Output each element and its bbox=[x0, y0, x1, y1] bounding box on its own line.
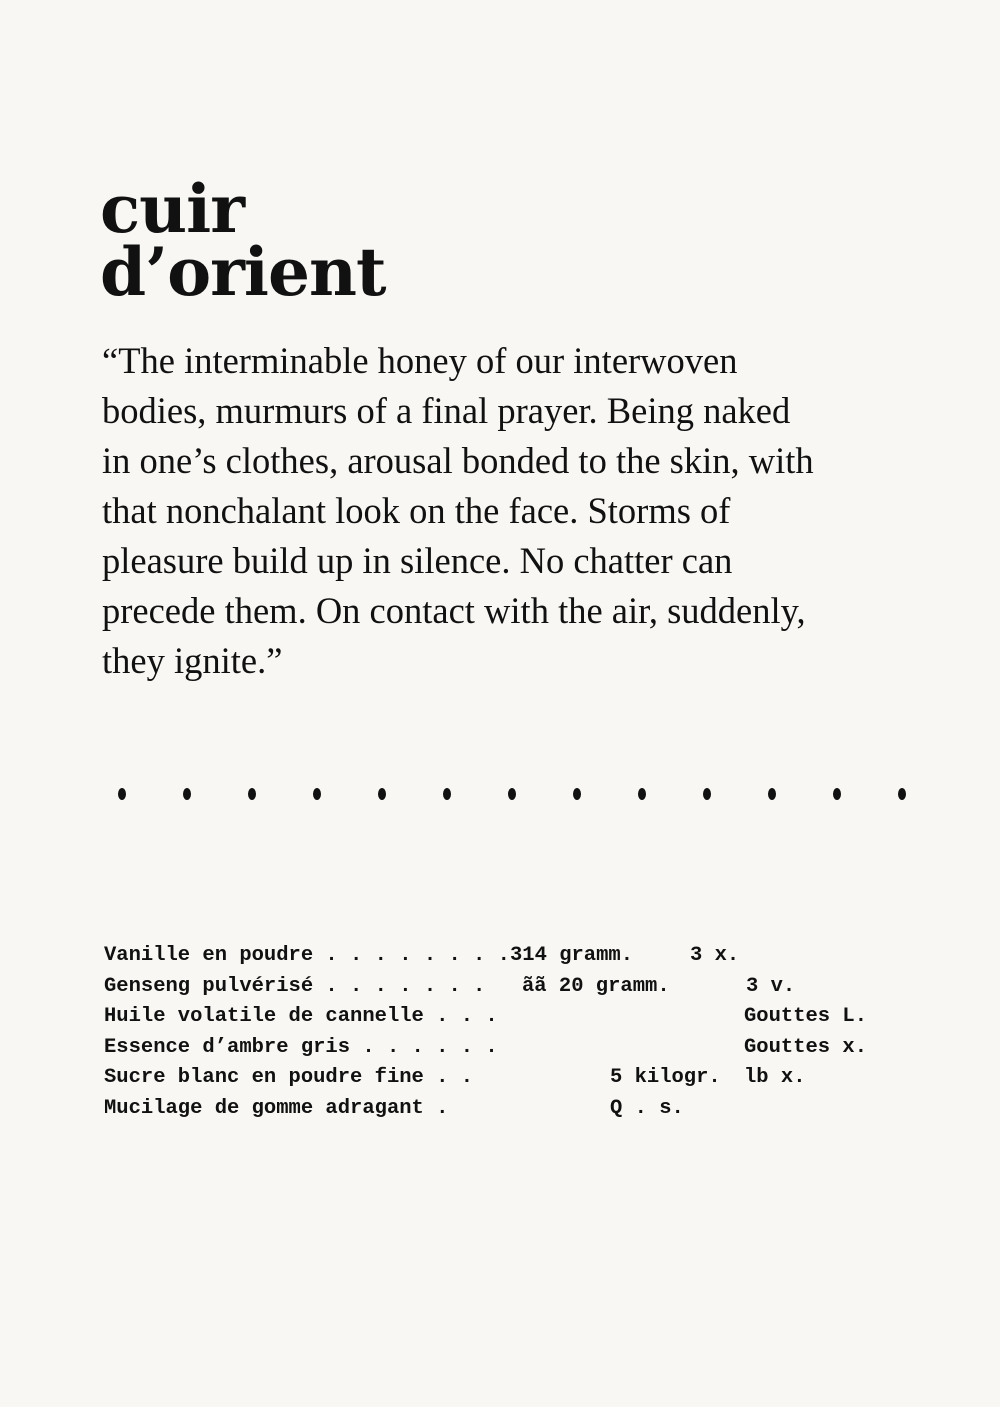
ingredient-unit: Gouttes x. bbox=[744, 1035, 868, 1059]
title-line-1: cuir bbox=[100, 170, 245, 248]
dotted-divider bbox=[100, 780, 920, 810]
page-title bbox=[100, 170, 386, 311]
ingredient-quantity: 5 kilogr. bbox=[610, 1066, 721, 1089]
recipe-row bbox=[104, 1036, 904, 1067]
recipe-table bbox=[104, 944, 904, 1127]
ingredient-unit: lb x. bbox=[744, 1066, 806, 1089]
ingredient-unit: 3 v. bbox=[746, 974, 796, 998]
recipe-row bbox=[104, 1005, 904, 1036]
quote-line: precede them. On contact with the air, suddenly, bbox=[102, 590, 806, 631]
divider-dot bbox=[248, 788, 256, 800]
divider-dot bbox=[443, 788, 451, 800]
ingredient-name: Sucre blanc en poudre fine . . bbox=[104, 1066, 474, 1089]
ingredient-name: Huile volatile de cannelle . . . bbox=[104, 1005, 498, 1028]
recipe-row bbox=[104, 1066, 904, 1097]
ingredient-unit: 3 x. bbox=[690, 944, 740, 967]
ingredient-quantity: Q . s. bbox=[610, 1096, 684, 1120]
divider-dot bbox=[833, 788, 841, 800]
recipe-row bbox=[104, 944, 904, 975]
divider-dot bbox=[313, 788, 321, 800]
divider-dot bbox=[898, 788, 906, 800]
ingredient-quantity: ãã 20 gramm. bbox=[522, 974, 670, 998]
divider-dot bbox=[703, 788, 711, 800]
ingredient-quantity: 314 gramm. bbox=[510, 944, 634, 967]
divider-dot bbox=[508, 788, 516, 800]
quote-line: bodies, murmurs of a final prayer. Being naked bbox=[102, 390, 791, 431]
quote-line: in one’s clothes, arousal bonded to the skin, with bbox=[102, 440, 814, 481]
quote-line: pleasure build up in silence. No chatter can bbox=[102, 540, 733, 581]
recipe-row bbox=[104, 1097, 904, 1128]
divider-dot bbox=[768, 788, 776, 800]
divider-dot bbox=[183, 788, 191, 800]
title-line-2: d’orient bbox=[100, 233, 386, 311]
ingredient-name: Vanille en poudre . . . . . . . . bbox=[104, 944, 510, 967]
ingredient-unit: Gouttes L. bbox=[744, 1005, 868, 1028]
quote-line: “The interminable honey of our interwoven bbox=[102, 340, 738, 381]
divider-dot bbox=[638, 788, 646, 800]
ingredient-name: Mucilage de gomme adragant . bbox=[104, 1096, 449, 1120]
ingredient-name: Essence d’ambre gris . . . . . . bbox=[104, 1035, 498, 1059]
quote-line: they ignite.” bbox=[102, 640, 283, 681]
quote-line: that nonchalant look on the face. Storms of bbox=[102, 490, 731, 531]
divider-dot bbox=[118, 788, 126, 800]
divider-dot bbox=[378, 788, 386, 800]
recipe-row bbox=[104, 975, 904, 1006]
divider-dot bbox=[573, 788, 581, 800]
ingredient-name: Genseng pulvérisé . . . . . . . bbox=[104, 974, 486, 998]
quote-text bbox=[102, 336, 922, 686]
